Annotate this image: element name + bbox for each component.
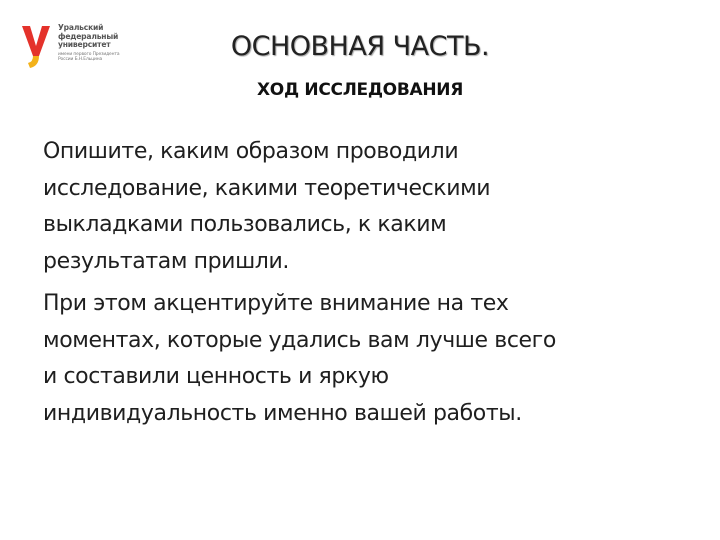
ural-university-logo-icon [20,22,52,70]
logo-line: федеральный [58,31,119,41]
paragraph [43,134,693,280]
text-line: и составили ценность и яркую [43,364,389,389]
university-logo [20,22,140,72]
text-line: индивидуальность именно вашей работы. [43,400,522,426]
text-line: результатам пришли. [43,248,289,274]
paragraph [43,286,693,432]
logo-line: университет [58,40,111,50]
text-line: исследование, какими теоретическими [43,175,491,201]
logo-wordmark [58,24,140,62]
slide-body [43,134,693,438]
logo-line: Уральский [58,23,104,32]
slide-title: ОСНОВНАЯ ЧАСТЬ. [230,31,490,62]
logo-subline: России Б.Н.Ельцина [58,56,103,62]
text-line: При этом акцентируйте внимание на тех [43,291,509,316]
text-line: выкладками пользовались, к каким [43,212,447,237]
text-line: Опишите, каким образом проводили [43,139,459,164]
logo-subline: имени первого Президента [58,51,120,57]
text-line: моментах, которые удались вам лучше всего [43,327,556,353]
slide-subtitle: ХОД ИССЛЕДОВАНИЯ [257,80,463,100]
